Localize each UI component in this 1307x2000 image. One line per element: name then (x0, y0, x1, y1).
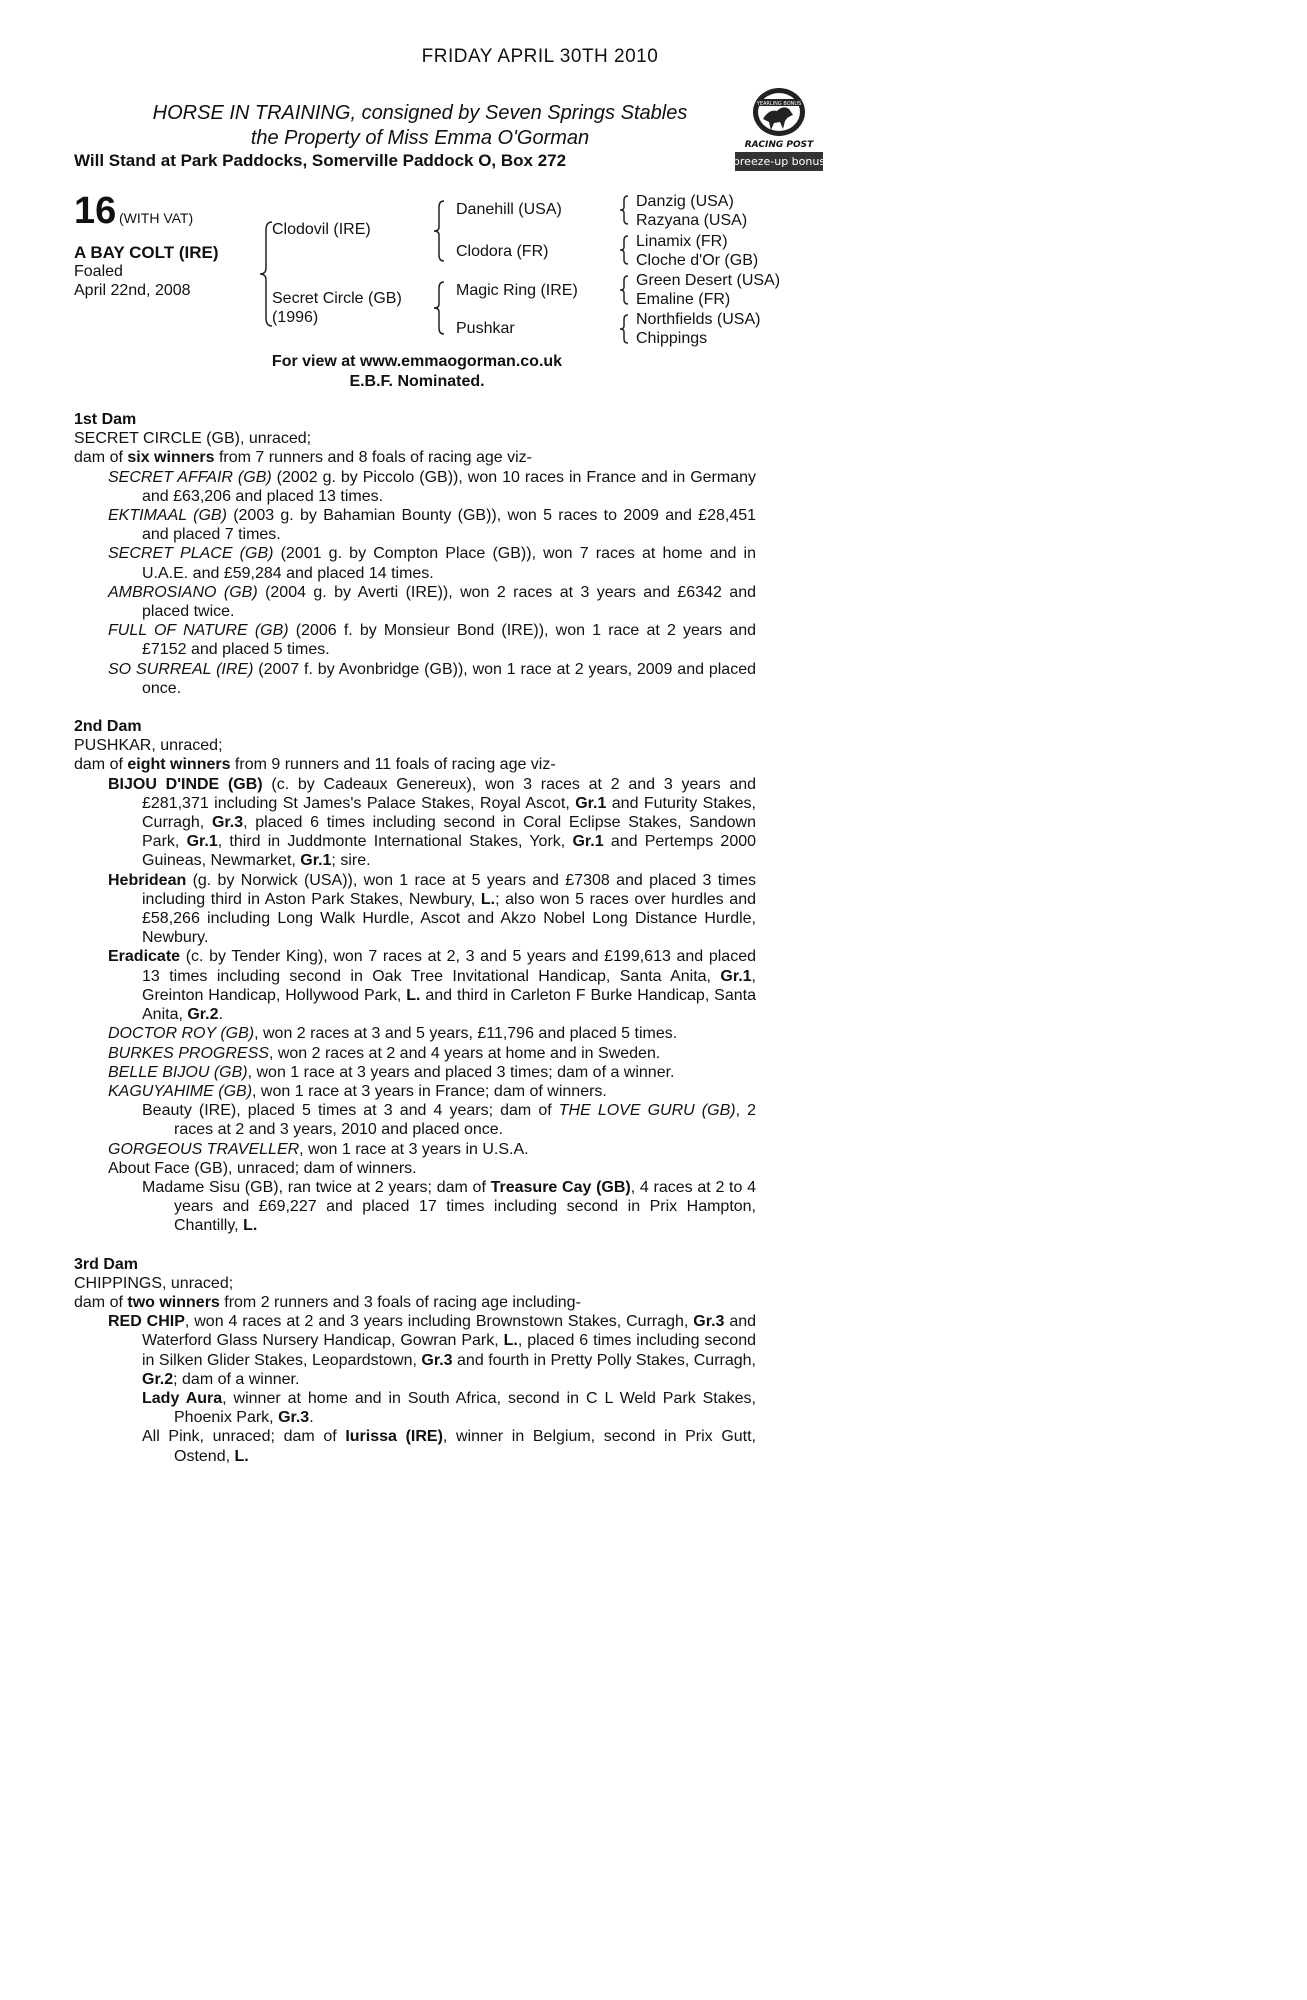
property-line: the Property of Miss Emma O'Gorman (250, 127, 590, 149)
progeny-entry: KAGUYAHIME (GB), won 1 race at 3 years in France; dam of winners. (108, 1082, 607, 1100)
ebf-note: E.B.F. Nominated. (349, 373, 485, 390)
first-dam-heading: 1st Dam (74, 411, 137, 428)
pedigree-dam-year: (1996) (272, 309, 319, 326)
progeny-entry: SECRET AFFAIR (GB) (2002 g. by Piccolo (GB)), won 10 races in France and in Germany and £63,206 and placed 13 times. (108, 468, 757, 505)
sire-brace (428, 197, 452, 267)
pedigree-gen3-6: Emaline (FR) (636, 291, 731, 308)
second-dam-summary: dam of eight winners from 9 runners and 11 foals of racing age viz- (74, 756, 556, 774)
first-dam-summary: dam of six winners from 7 runners and 8 foals of racing age viz- (74, 449, 533, 467)
second-dam-name: PUSHKAR, unraced; (74, 737, 223, 755)
pedigree-gen3-4: Cloche d'Or (GB) (636, 252, 759, 269)
logo-top-text: YEARLING BONUS (756, 101, 802, 107)
consignment-line: HORSE IN TRAINING, consigned by Seven Springs Stables (152, 102, 688, 124)
dam-brace (428, 278, 452, 340)
progeny-entry: GORGEOUS TRAVELLER, won 1 race at 3 years in U.S.A. (108, 1140, 529, 1158)
pedigree-gen3-1: Danzig (USA) (636, 193, 734, 210)
horse-description: A BAY COLT (IRE) (74, 243, 219, 262)
second-dam-heading: 2nd Dam (74, 718, 142, 736)
pedigree-gen3-8: Chippings (636, 330, 708, 347)
pedigree-gen3-5: Green Desert (USA) (636, 272, 781, 289)
pedigree-dam-dam: Pushkar (456, 320, 515, 337)
pedigree-gen3-2: Razyana (USA) (636, 212, 748, 229)
progeny-entry: About Face (GB), unraced; dam of winners. (108, 1159, 417, 1177)
progeny-entry: BURKES PROGRESS, won 2 races at 2 and 4 years at home and in Sweden. (108, 1044, 661, 1062)
lot-number: 16 (74, 190, 117, 232)
catalogue-body (74, 410, 756, 1466)
view-link-note: For view at www.emmaogorman.co.uk (271, 353, 563, 370)
grand-progeny-entry: Lady Aura, winner at home and in South Africa, second in C L Weld Park Stakes, Phoenix Park, Gr.3. (142, 1389, 756, 1427)
gen3-brace-4 (614, 311, 634, 349)
stand-location: Will Stand at Park Paddocks, Somerville Paddock O, Box 272 (74, 151, 567, 170)
pedigree-gen3-3: Linamix (FR) (636, 233, 728, 250)
third-dam-heading: 3rd Dam (74, 1255, 139, 1273)
logo-brand-text: RACING POST (744, 140, 814, 150)
grand-progeny-entry: Madame Sisu (GB), ran twice at 2 years; dam of Treasure Cay (GB), 4 races at 2 to 4 years and £69,227 and placed 17 times including second in Prix Hampton, Chantilly, L. (142, 1178, 757, 1235)
first-dam-name: SECRET CIRCLE (GB), unraced; (74, 430, 312, 448)
progeny-entry: SO SURREAL (IRE) (2007 f. by Avonbridge (GB)), won 1 race at 2 years, 2009 and placed once. (108, 660, 757, 697)
pedigree-sire-dam: Clodora (FR) (456, 243, 549, 260)
gen3-brace-3 (614, 272, 634, 310)
third-dam-name: CHIPPINGS, unraced; (74, 1274, 234, 1292)
pedigree-sire: Clodovil (IRE) (272, 221, 371, 238)
logo-badge-text: breeze-up bonus (733, 155, 825, 168)
pedigree-dam-sire: Magic Ring (IRE) (456, 282, 578, 299)
progeny-entry: BELLE BIJOU (GB), won 1 race at 3 years and placed 3 times; dam of a winner. (108, 1063, 675, 1081)
foaled-date: April 22nd, 2008 (74, 282, 191, 299)
progeny-entry: FULL OF NATURE (GB) (2006 f. by Monsieur Bond (IRE)), won 1 race at 2 years and £7152 and placed 5 times. (108, 622, 756, 659)
progeny-entry: AMBROSIANO (GB) (2004 g. by Averti (IRE)), won 2 races at 3 years and £6342 and placed twice. (108, 583, 756, 621)
vat-note: (WITH VAT) (119, 210, 194, 226)
racing-post-bonus-logo (733, 86, 825, 172)
third-dam-summary: dam of two winners from 2 runners and 3 foals of racing age including- (74, 1293, 581, 1311)
progeny-entry: EKTIMAAL (GB) (2003 g. by Bahamian Bounty (GB)), won 5 races to 2009 and £28,451 and placed 7 times. (108, 507, 757, 544)
gen3-brace-2 (614, 232, 634, 270)
sale-date: FRIDAY APRIL 30TH 2010 (421, 46, 659, 67)
grand-progeny-entry: All Pink, unraced; dam of Iurissa (IRE), winner in Belgium, second in Prix Gutt, Ostend, L. (142, 1428, 756, 1465)
foaled-label: Foaled (74, 263, 123, 280)
gen3-brace-1 (614, 192, 634, 230)
grand-progeny-entry: Beauty (IRE), placed 5 times at 3 and 4 years; dam of THE LOVE GURU (GB), 2 races at 2 and 3 years, 2010 and placed once. (142, 1102, 757, 1139)
pedigree-dam: Secret Circle (GB) (272, 290, 402, 307)
progeny-entry: BIJOU D'INDE (GB) (c. by Cadeaux Genereux), won 3 races at 2 and 3 years and £281,371 including St James's Palace Stakes, Royal Ascot, Gr.1 and Futurity Stakes, Curragh, Gr.3, placed 6 times including second in Coral Eclipse Stakes, Sandown Park, Gr.1, third in Juddmonte International Stakes, York, Gr.1 and Pertemps 2000 Guineas, Newmarket, Gr.1; sire. (108, 775, 757, 870)
progeny-entry: DOCTOR ROY (GB), won 2 races at 3 and 5 years, £11,796 and placed 5 times. (108, 1025, 678, 1043)
progeny-entry: Hebridean (g. by Norwick (USA)), won 1 race at 5 years and £7308 and placed 3 times including third in Aston Park Stakes, Newbury, L.; also won 5 races over hurdles and £58,266 including Long Walk Hurdle, Ascot and Akzo Nobel Long Distance Hurdle, Newbury. (108, 871, 756, 947)
progeny-entry: RED CHIP, won 4 races at 2 and 3 years including Brownstown Stakes, Curragh, Gr.3 and Waterford Glass Nursery Handicap, Gowran Park, L., placed 6 times including second in Silken Glider Stakes, Leopardstown, Gr.3 and fourth in Pretty Polly Stakes, Curragh, Gr.2; dam of a winner. (108, 1313, 757, 1388)
pedigree-sire-sire: Danehill (USA) (456, 201, 562, 218)
pedigree-gen3-7: Northfields (USA) (636, 311, 761, 328)
progeny-entry: SECRET PLACE (GB) (2001 g. by Compton Place (GB)), won 7 races at home and in U.A.E. and £59,284 and placed 14 times. (108, 545, 756, 582)
progeny-entry: Eradicate (c. by Tender King), won 7 races at 2, 3 and 5 years and £199,613 and placed 13 times including second in Oak Tree Invitational Handicap, Santa Anita, Gr.1, Greinton Handicap, Hollywood Park, L. and third in Carleton F Burke Handicap, Santa Anita, Gr.2. (108, 948, 756, 1024)
